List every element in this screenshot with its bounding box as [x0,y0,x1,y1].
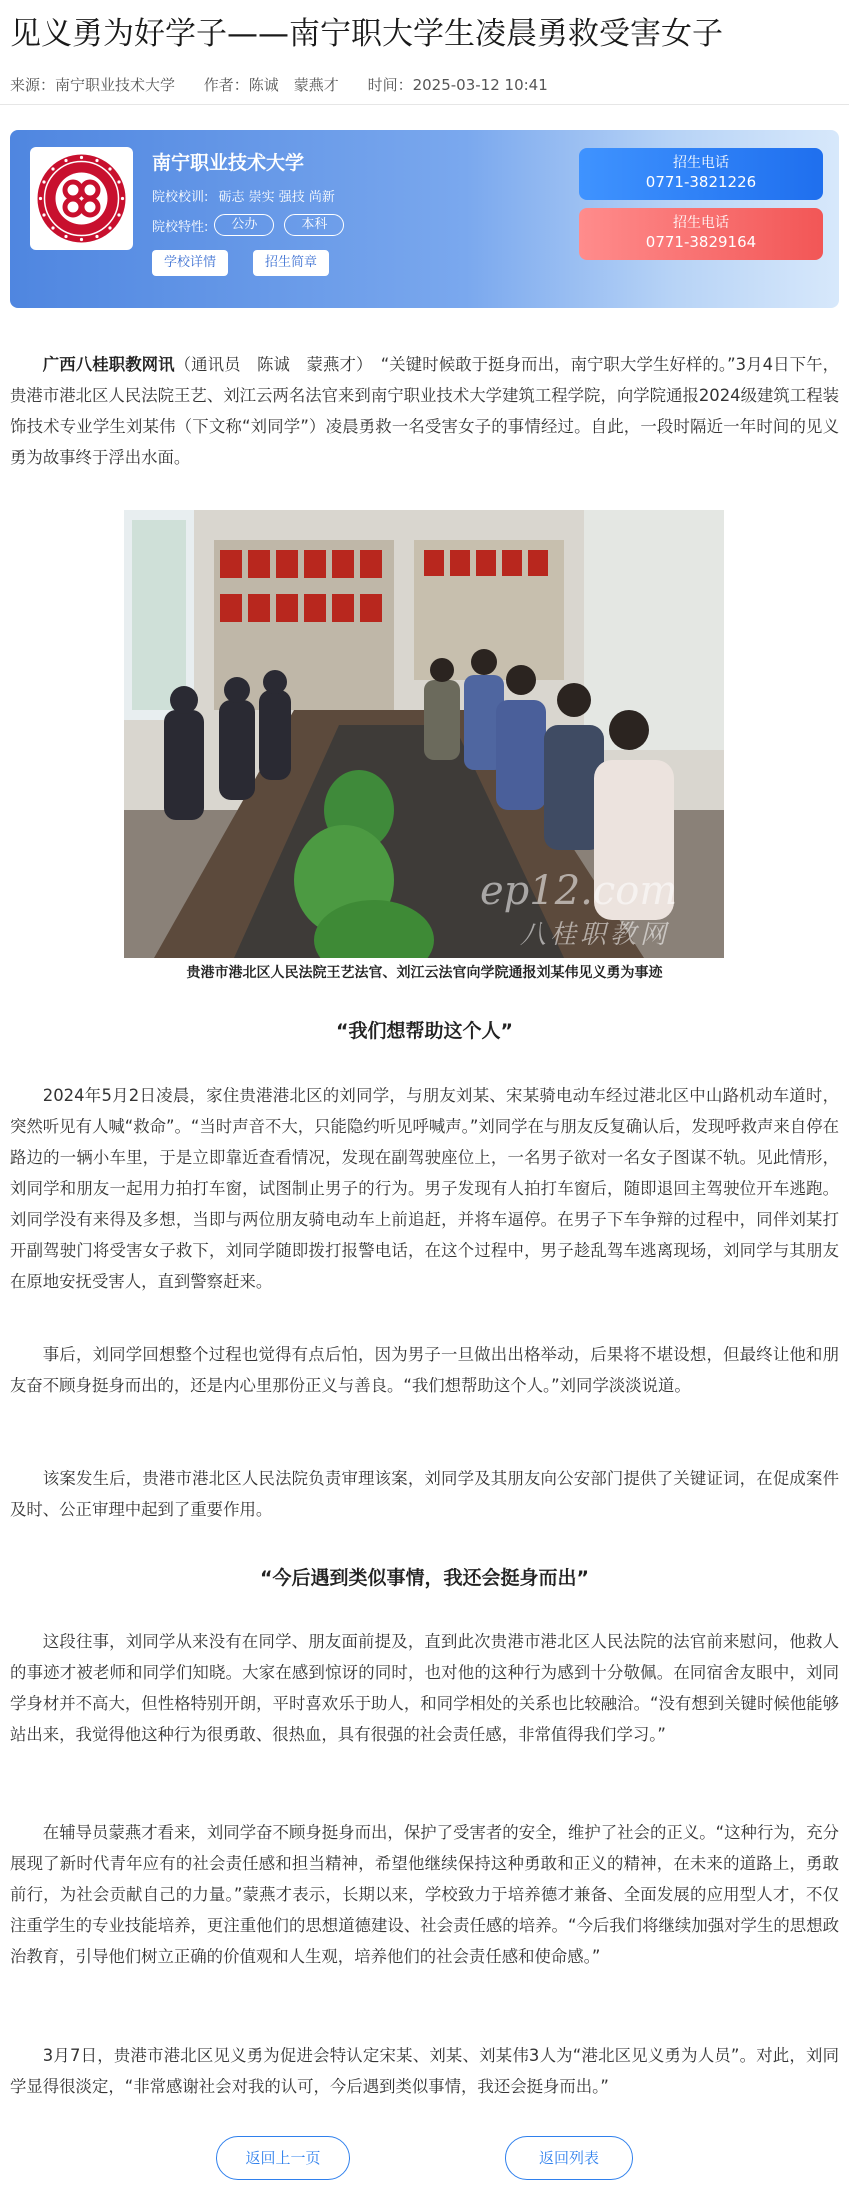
school-seal-icon [30,147,133,250]
phone-label: 招生电话 [673,215,729,231]
lead-text: （通讯员 陈诚 蒙燕才） “关键时候敢于挺身而出，南宁职大学生好样的。”3月4日下午，贵港市港北区人民法院王艺、刘江云两名法官来到南宁职业技术大学建筑工程学院，向学院通报2024级建筑工程装饰技术专业学生刘某伟（下文称“刘同学”）凌晨勇救一名受害女子的事情经过。自此，一段时隔近一年时间的见义勇为故事终于浮出水面。 [10,355,840,467]
motto-label: 院校校训: [152,190,209,205]
section-heading-1: “我们想帮助这个人” [336,1020,513,1042]
traits-label: 院校特性: [152,219,209,235]
admission-phone-button-1[interactable] [579,148,823,200]
section-1-paragraph-1: 2024年5月2日凌晨，家住贵港港北区的刘同学，与朋友刘某、宋某骑电动车经过港北区中山路机动车道时，突然听见有人喊“救命”。“当时声音不大，只能隐约听见呼喊声。”刘同学在与朋友反复确认后，发现呼救声来自停在路边的一辆小车里，于是立即靠近查看情况，发现在副驾驶座位上，一名男子欲对一名女子图谋不轨。见此情形，刘同学和朋友一起用力拍打车窗，试图制止男子的行为。男子发现有人拍打车窗后，随即退回主驾驶位开车逃跑。刘同学没有来得及多想，当即与两位朋友骑电动车上前追赶，并将车逼停。在男子下车争辩的过程中，同伴刘某打开副驾驶门将受害女子救下，刘同学随即拨打报警电话，在这个过程中，男子趁乱驾车逃离现场，刘同学与其朋友在原地安抚受害人，直到警察赶来。 [10,1086,839,1291]
school-traits [152,214,354,236]
article-time: 时间：2025-03-12 10:41 [367,76,548,94]
section-2-paragraph-1: 这段往事，刘同学从来没有在同学、朋友面前提及，直到此次贵港市港北区人民法院的法官前来慰问，他救人的事迹才被老师和同学们知晓。大家在感到惊讶的同时，也对他的这种行为感到十分敬佩。在同宿舍友眼中，刘同学身材并不高大，但性格特别开朗，平时喜欢乐于助人，和同学相处的关系也比较融洽。“没有想到关键时候他能够站出来，我觉得他这种行为很勇敢、很热血，具有很强的社会责任感，非常值得我们学习。” [10,1632,839,1744]
phone-label: 招生电话 [673,155,729,171]
watermark-domain: ep12.com [480,868,678,914]
back-previous-page-button[interactable]: 返回上一页 [216,2136,350,2180]
section-1-paragraph-2: 事后，刘同学回想整个过程也觉得有点后怕，因为男子一旦做出出格举动，后果将不堪设想，但最终让他和朋友奋不顾身挺身而出的，还是内心里那份正义与善良。“我们想帮助这个人。”刘同学淡淡说道。 [10,1345,839,1395]
section-heading-2: “今后遇到类似事情，我还会挺身而出” [260,1567,589,1589]
admissions-brochure-button[interactable]: 招生简章 [253,250,329,276]
photo-caption: 贵港市港北区人民法院王艺法官、刘江云法官向学院通报刘某伟见义勇为事迹 [186,965,663,981]
section-2-paragraph-2: 在辅导员蒙燕才看来，刘同学奋不顾身挺身而出，保护了受害者的安全，维护了社会的正义。“这种行为，充分展现了新时代青年应有的社会责任感和担当精神，希望他继续保持这种勇敢和正义的精神，在未来的道路上，勇敢前行，为社会贡献自己的力量。”蒙燕才表示，长期以来，学校致力于培养德才兼备、全面发展的应用型人才，不仅注重学生的专业技能培养，更注重他们的思想道德建设、社会责任感的培养。“今后我们将继续加强对学生的思想政治教育，引导他们树立正确的价值观和人生观，培养他们的社会责任感和使命感。” [10,1823,839,1966]
lead-paragraph [10,349,839,473]
phone-number: 0771-3829164 [645,233,757,251]
trait-tag-undergraduate: 本科 [284,214,344,236]
phone-number: 0771-3821226 [645,173,757,191]
article-title: 见义勇为好学子——南宁职大学生凌晨勇救受害女子 [10,16,723,52]
lead-source: 广西八桂职教网讯 [42,355,175,374]
meta-divider [0,104,849,105]
admission-phone-button-2[interactable] [579,208,823,260]
school-logo[interactable] [30,147,133,250]
school-name[interactable]: 南宁职业技术大学 [152,152,305,174]
school-card [10,130,839,308]
section-2-paragraph-3: 3月7日，贵港市港北区见义勇为促进会特认定宋某、刘某、刘某伟3人为“港北区见义勇为人员”。对此，刘同学显得很淡定，“非常感谢社会对我的认可，今后遇到类似事情，我还会挺身而出。” [10,2046,839,2096]
article-photo [124,510,724,958]
article-source: 来源：南宁职业技术大学 [10,76,176,94]
article-author: 作者：陈诚 蒙燕才 [203,76,339,94]
article-meta [10,74,548,95]
trait-tag-public: 公办 [214,214,274,236]
school-details-button[interactable]: 学校详情 [152,250,228,276]
back-to-list-button[interactable]: 返回列表 [505,2136,633,2180]
motto-text: 砺志 崇实 强技 尚新 [218,190,335,205]
watermark-site-name: 八桂职教网 [520,920,671,950]
section-1-paragraph-3: 该案发生后，贵港市港北区人民法院负责审理该案，刘同学及其朋友向公安部门提供了关键证词，在促成案件及时、公正审理中起到了重要作用。 [10,1469,839,1519]
school-motto [152,186,335,205]
